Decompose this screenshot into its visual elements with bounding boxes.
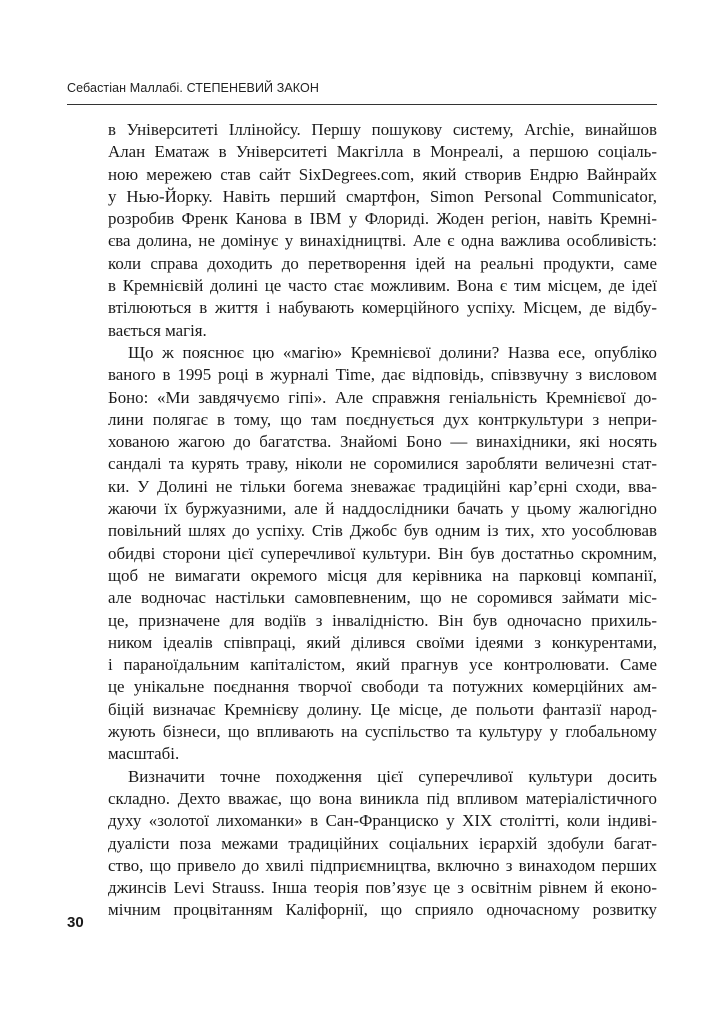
text-line: жують бізнеси, що впливають на суспільство та культуру у глобальному <box>108 722 657 742</box>
text-line: лини полягає в тому, що там поєднується дух контркультури з непри- <box>108 409 657 429</box>
text-line: Боно: «Ми завдячуємо гіпі». Але справжня геніальність Кремнієвої до- <box>108 387 657 407</box>
text-line: мічним процвітанням Каліфорнії, що сприяло одночасному розвитку <box>108 900 657 920</box>
running-header: Себастіан Маллабі. СТЕПЕНЕВИЙ ЗАКОН <box>67 81 319 95</box>
text-line: жаючи їх буржуазними, але й наддослідники бачать у цьому жалюгідно <box>108 499 657 519</box>
text-line: розробив Френк Канова в IBM у Флориді. Жоден регіон, навіть Кремні- <box>108 209 657 229</box>
text-line: це, призначене для водіїв з інвалідністю. Він був одночасно прихиль- <box>108 610 657 630</box>
text-line: дуалісти поза межами традиційних соціальних ієрархій здобули багат- <box>108 833 657 853</box>
text-line: це унікальне поєднання творчої свободи та потужних комерційних ам- <box>108 677 657 697</box>
text-line: Визначити точне походження цієї суперечливої культури досить <box>128 766 657 786</box>
text-line: коли справа доходить до перетворення ідей на реальні продукти, саме <box>108 253 657 273</box>
text-line: і параноїдальним капіталістом, який прагнув усе контролювати. Саме <box>108 655 657 675</box>
text-line: ство, що привело до хвилі підприємництва, включно з винаходом перших <box>108 855 657 875</box>
text-line: біцій визначає Кремнієву долину. Це місце, де польоти фантазії народ- <box>108 699 657 719</box>
text-line: Що ж пояснює цю «магію» Кремнієвої долини? Назва есе, опубліко <box>128 342 657 362</box>
text-line: ки. У Долині не тільки богема зневажає традиційні кар’єрні сходи, вва- <box>108 476 657 496</box>
text-line: але водночас настільки самовпевненим, що не соромився займати міс- <box>108 588 657 608</box>
text-line: обидві сторони цієї суперечливої культури. Він був достатньо скромним, <box>108 543 657 563</box>
text-line: повільний шлях до успіху. Стів Джобс був одним із тих, хто уособлював <box>108 521 657 541</box>
text-line: джинсів Levi Strauss. Інша теорія пов’язує це з освітнім рівнем й еконо- <box>108 878 657 898</box>
text-line: духу «золотої лихоманки» в Сан-Франциско у XIX столітті, коли індиві- <box>108 811 657 831</box>
text-line: ником ідеалів співпраці, який ділився своїми ідеями з конкурентами, <box>108 632 657 652</box>
text-line: в Кремнієвій долині це часто стає можливим. Вона є тим місцем, де ідеї <box>108 276 657 296</box>
text-line: ною мережею став сайт SixDegrees.com, який створив Ендрю Вайнрайх <box>108 164 657 184</box>
text-line: складно. Дехто вважає, що вона виникла під впливом матеріалістичного <box>108 788 657 808</box>
text-line: втілюються в життя і набувають комерційного успіху. Місцем, де відбу- <box>108 298 657 318</box>
text-line: масштабі. <box>108 744 180 764</box>
text-line: вається магія. <box>108 320 207 340</box>
text-line: у Нью-Йорку. Навіть перший смартфон, Simon Personal Communicator, <box>108 186 657 206</box>
text-line: Алан Ематаж в Університеті Макгілла в Монреалі, а першою соціаль- <box>108 142 657 162</box>
text-line: єва долина, не домінує у винахідництві. Але є одна важлива особливість: <box>108 231 657 251</box>
header-rule <box>67 104 657 105</box>
text-line: сандалі та курять траву, ніколи не соромилися заробляти величезні стат- <box>108 454 657 474</box>
text-line: ваного в 1995 році в журналі Time, дає відповідь, співзвучну з висловом <box>108 365 657 385</box>
text-line: хованою жагою до багатства. Знайомі Боно — винахідники, які носять <box>108 432 657 452</box>
text-line: в Університеті Іллінойсу. Першу пошукову систему, Archie, винайшов <box>108 120 657 139</box>
page-number: 30 <box>67 914 84 931</box>
body-text <box>108 119 657 922</box>
text-line: щоб не вимагати окремого місця для керівника на парковці компанії, <box>108 565 657 585</box>
